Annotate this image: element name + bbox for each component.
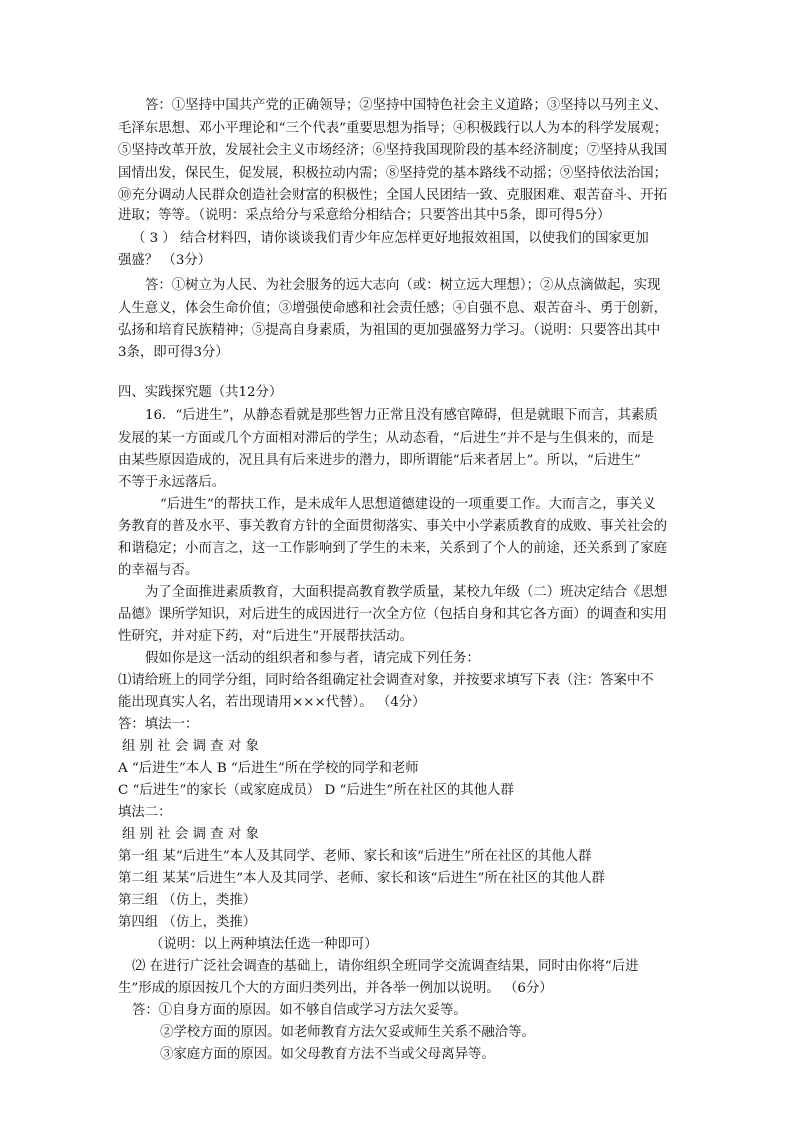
fill-2-row-3: 第三组 （仿上，类推） [118,893,257,908]
q16-para4-line-1: 假如你是这一活动的组织者和参与者，请完成下列任务： [145,651,480,666]
q16-para2-line-2: 务教育的普及水平、事关教育方针的全面贯彻落实、事关中小学素质教育的成败、事关社会的 [118,519,668,534]
section-heading: 四、实践探究题（共12分） [118,385,283,400]
q16-para1-line-3: 由某些原因造成的，况且具有后来进步的潜力，即所谓能“后来者居上”。所以，“后进生” [118,453,641,468]
answer-2-line-3: ⑤坚持改革开放，发展社会主义市场经济；⑥坚持我国现阶段的基本经济制度；⑦坚持从我国 [118,143,668,158]
answer-task-2-item-1: 答：①自身方面的原因。如不够自信或学习方法欠妥等。 [132,1003,467,1018]
answer-2-line-6: 进取；等等。（说明：采点给分与采意给分相结合；只要答出其中5条，即可得5分） [118,208,611,223]
task-2-line-2: 生”形成的原因按几个大的方面归类列出，并各举一例加以说明。 （6分） [118,981,553,996]
answer-3-line-4: 3条，即可得3分） [118,345,229,360]
task-2-line-1: ⑵ 在进行广泛社会调查的基础上，请你组织全班同学交流调查结果，同时由你将“后进 [132,959,639,974]
fill-1-table-header: 组 别 社 会 调 查 对 象 [122,739,259,754]
answer-2-line-4: 国情出发，保民生，促发展，积极拉动内需；⑧坚持党的基本路线不动摇；⑨坚持依法治国； [118,166,668,181]
answer-2-line-1: 答：①坚持中国共产党的正确领导；②坚持中国特色社会主义道路；③坚持以马列主义、 [145,98,668,113]
answer-3-line-1: 答：①树立为人民、为社会服务的远大志向（或：树立远大理想）；②从点滴做起，实现 [145,278,661,293]
fill-1-row-ab: A “后进生”本人 B “后进生”所在学校的同学和老师 [118,761,419,776]
answer-3-line-2: 人生意义，体会生命价值；③增强使命感和社会责任感；④自强不息、艰苦奋斗、勇于创新， [118,301,668,316]
fill-note: （说明：以上两种填法任选一种即可） [150,937,378,952]
fill-2-row-1: 第一组 某“后进生”本人及其同学、老师、家长和该“后进生”所在社区的其他人群 [118,849,592,864]
q16-para3-line-3: 性研究，并对症下药，对“后进生”开展帮扶活动。 [118,629,413,644]
answer-fill-2-label: 填法二： [118,805,172,820]
fill-1-row-cd: C “后进生”的家长（或家庭成员） D “后进生”所在社区的其他人群 [118,783,514,798]
answer-2-line-2: 毛泽东思想、邓小平理论和“三个代表”重要思想为指导；④积极践行以人为本的科学发展观； [118,121,668,136]
q16-para2-line-1: “后进生”的帮扶工作，是未成年人思想道德建设的一项重要工作。大而言之，事关义 [160,497,656,512]
q16-para3-line-1: 为了全面推进素质教育，大面积提高教育教学质量，某校九年级（二）班决定结合《思想 [145,585,668,600]
question-3-line-2: 强盛？ （3分） [118,253,212,268]
answer-2-line-5: ⑩充分调动人民群众创造社会财富的积极性；全国人民团结一致、克服困难、艰苦奋斗、开拓 [118,188,668,203]
q16-para1-line-1: 16．“后进生”，从静态看就是那些智力正常且没有感官障碍，但是就眼下而言，其素质 [145,408,658,423]
q16-para1-line-4: 不等于永远落后。 [118,475,226,490]
q16-para2-line-3: 和谐稳定；小而言之，这一工作影响到了学生的未来，关系到了个人的前途，还关系到了家庭 [118,541,668,556]
answer-task-2-item-2: ②学校方面的原因。如老师教育方法欠妥或师生关系不融洽等。 [160,1025,535,1040]
q16-para1-line-2: 发展的某一方面或几个方面相对滞后的学生；从动态看，“后进生”并不是与生俱来的，而是 [118,431,654,446]
fill-2-row-2: 第二组 某某“后进生”本人及其同学、老师、家长和该“后进生”所在社区的其他人群 [118,871,605,886]
fill-2-row-4: 第四组 （仿上，类推） [118,915,257,930]
answer-3-line-3: 弘扬和培育民族精神；⑤提高自身素质，为祖国的更加强盛努力学习。（说明：只要答出其中 [118,323,661,338]
question-3-line-1: （ 3 ） 结合材料四，请你谈谈我们青少年应怎样更好地报效祖国，以使我们的国家更加 [132,231,649,246]
q16-para2-line-4: 的幸福与否。 [118,563,199,578]
answer-task-2-item-3: ③家庭方面的原因。如父母教育方法不当或父母离异等。 [160,1047,495,1062]
answer-fill-1-label: 答：填法一： [118,717,199,732]
task-1-line-1: ⑴请给班上的同学分组，同时给各组确定社会调查对象，并按要求填写下表（注：答案中不 [118,673,654,688]
task-1-line-2: 能出现真实人名，若出现请用×××代替）。 （4分） [118,695,426,710]
fill-2-table-header: 组 别 社 会 调 查 对 象 [122,827,259,842]
q16-para3-line-2: 品德》课所学知识，对后进生的成因进行一次全方位（包括自身和其它各方面）的调查和实用 [118,607,668,622]
